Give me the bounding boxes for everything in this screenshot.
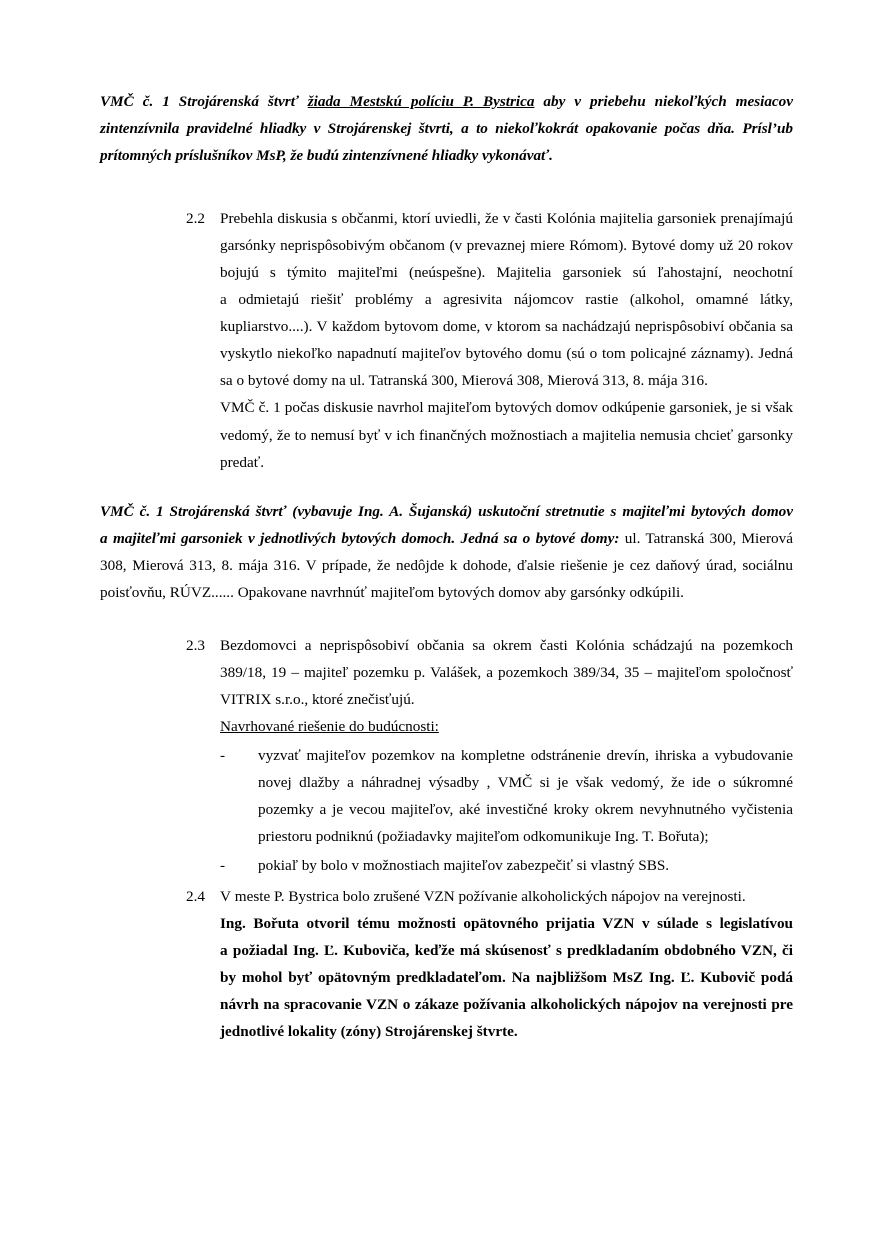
resolution-paragraph-2 <box>100 498 793 606</box>
item-number-2-4: 2.4 <box>186 888 205 906</box>
item-number-2-2: 2.2 <box>186 210 205 228</box>
resolution-2-run-bold: VMČ č. 1 Strojárenská štvrť (vybavuje Ing. A. Šujanská) uskutoční stretnutie s majiteľmi bytových domov a majiteľmi garsoniek v jednotlivých bytových domoch. Jedná sa o bytové domy: <box>100 502 793 547</box>
bullet-dash-icon: - <box>220 746 226 764</box>
resolution-1-run-1: VMČ č. 1 Strojárenská štvrť <box>100 93 308 110</box>
resolution-2-run-normal: ul. Tatranská 300, Mierová 308, Mierová 313, 8. mája 316. V prípade, že nedôjde k dohode, ďalsie riešenie je cez daňový úrad, sociálnu poisťovňu, RÚVZ...... Opakovane navrhnúť majiteľom bytových domov aby garsónky odkúpili. <box>100 529 793 601</box>
list-item <box>220 742 793 850</box>
item-2-2-paragraph-2: VMČ č. 1 počas diskusie navrhol majiteľom bytových domov odkúpenie garsoniek, je si však vedomý, že to nemusí byť v ich finančných možnostiach a majitelia nemusia chcieť garsonky predať. <box>220 399 793 471</box>
item-2-4-paragraph-1: V meste P. Bystrica bolo zrušené VZN požívanie alkoholických nápojov na verejnosti. <box>220 888 746 906</box>
resolution-1-run-3: aby v priebehu niekoľkých mesiacov zintenzívnila pravidelné hliadky v Strojárenskej štvrti, a to niekoľkokrát opakovanie počas dňa. Prísl’ub prítomných príslušníkov MsP, že budú zintenzívnené hliadky vykonávať. <box>100 93 793 165</box>
list-item-2-2 <box>186 205 793 475</box>
bullet-dash-icon: - <box>220 857 226 875</box>
resolution-1-run-underlined: žiada Mestskú políciu P. Bystrica <box>307 93 535 110</box>
list-item-2-4 <box>186 883 793 1045</box>
item-number-2-3: 2.3 <box>186 636 205 654</box>
item-2-2-paragraph-1: Prebehla diskusia s občanmi, ktorí uviedli, že v časti Kolónia majitelia garsoniek prenajímajú garsónky neprispôsobivým občanom (v prevaznej miere Rómom). Bytové domy už 20 rokov bojujú s týmito majiteľmi (neúspešne). Majitelia garsoniek sú ľahostajní, neochotní a odmietajú riešiť problémy a agresivita nájomcov rastie (alkohol, omamné látky, kupliarstvo....). V každom bytovom dome, v ktorom sa nachádzajú neprispôsobiví občania sa vyskytlo niekoľko napadnutí majiteľov bytového domu (sú o tom policajné záznamy). Jedná sa o bytové domy na ul. Tatranská 300, Mierová 308, Mierová 313, 8. mája 316. <box>220 210 793 390</box>
list-item-2-3 <box>186 632 793 879</box>
item-2-3-subheading: Navrhované riešenie do budúcnosti: <box>220 717 439 735</box>
item-2-3-bullet-list <box>220 742 793 879</box>
bullet-text: pokiaľ by bolo v možnostiach majiteľov zabezpečiť si vlastný SBS. <box>258 857 670 875</box>
resolution-paragraph-1 <box>100 88 793 169</box>
item-2-3-paragraph-1: Bezdomovci a neprispôsobiví občania sa okrem časti Kolónia schádzajú na pozemkoch 389/18, 19 – majiteľ pozemku p. Valášek, a pozemkoch 389/34, 35 – majiteľom spoločnosť VITRIX s.r.o., ktoré znečisťujú. <box>220 636 793 708</box>
item-2-4-paragraph-2: Ing. Bořuta otvoril tému možnosti opätovného prijatia VZN v súlade s legislatívou a požiadal Ing. Ľ. Kuboviča, keďže má skúsenosť s predkladaním obdobného VZN, či by mohol byť opätovným predkladateľom. Na najbližšom MsZ Ing. Ľ. Kubovič podá návrh na spracovanie VZN o zákaze požívania alkoholických nápojov na verejnosti pre jednotlivé lokality (zóny) Strojárenskej štvrte. <box>220 915 793 1041</box>
bullet-text: vyzvať majiteľov pozemkov na kompletne odstránenie drevín, ihriska a vybudovanie novej dlažby a náhradnej výsadby , VMČ si je však vedomý, že ide o súkromné pozemky a je vecou majiteľov, aké investičné kroky okrem nevyhnutného vyčistenia priestoru podniknú (požiadavky majiteľom odkomunikuje Ing. T. Bořuta); <box>258 746 793 846</box>
list-item <box>220 852 793 879</box>
